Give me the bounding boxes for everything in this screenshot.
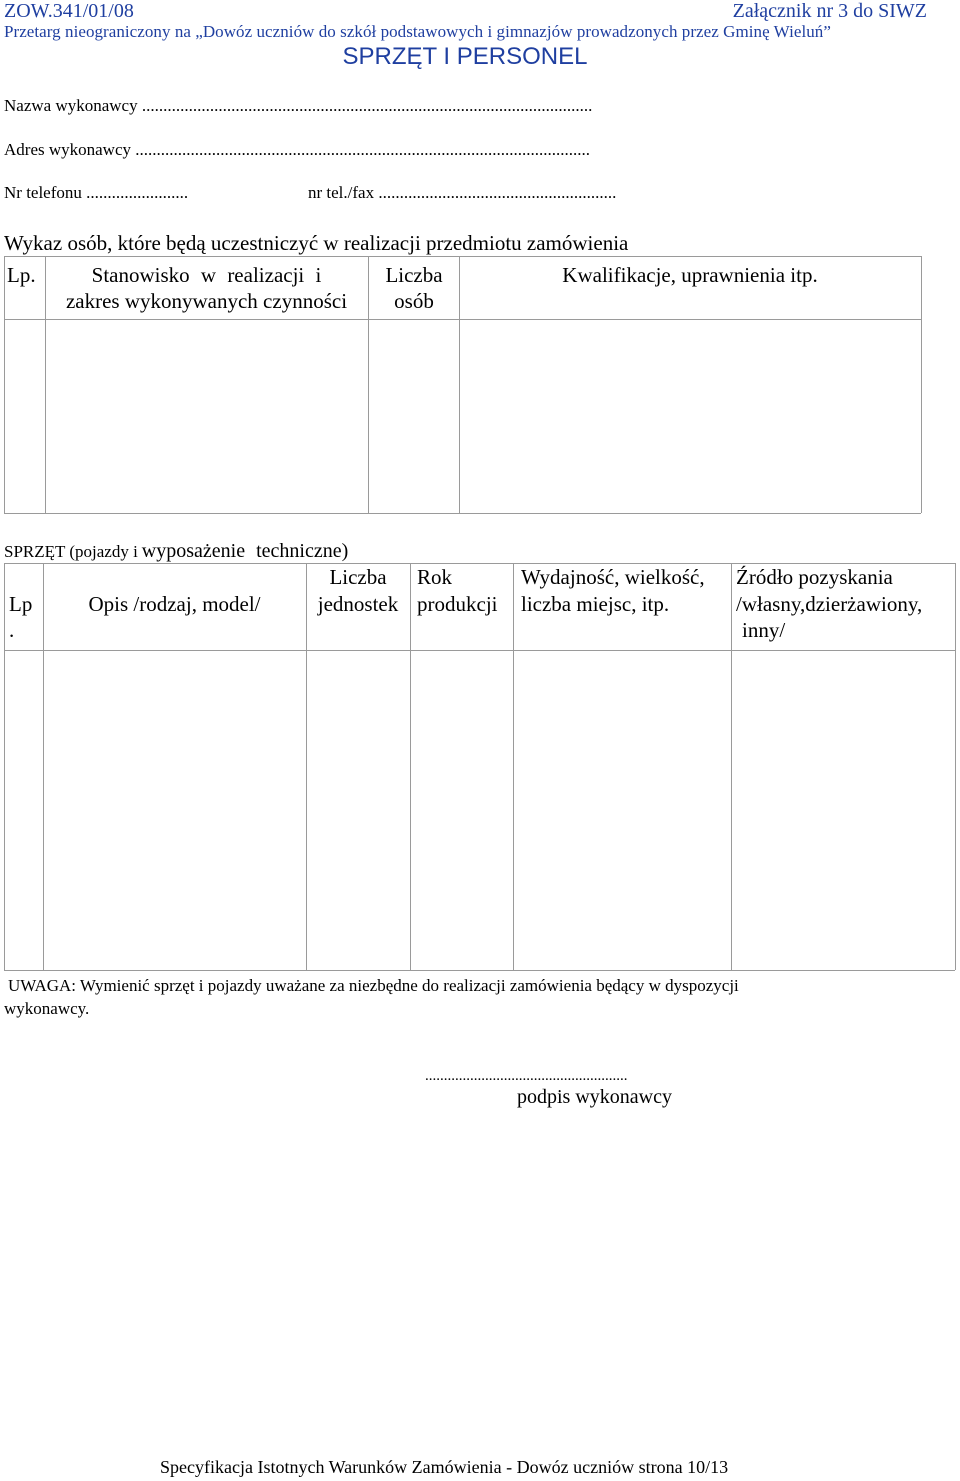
personnel-col-lp: Lp. <box>7 263 36 287</box>
personnel-table-divider <box>45 256 46 513</box>
equipment-table-divider <box>306 563 307 970</box>
equipment-table-divider <box>955 563 956 970</box>
personnel-heading: Wykaz osób, które będą uczestniczyć w realizacji przedmiotu zamówienia <box>4 231 629 255</box>
tender-subject: Przetarg nieograniczony na „Dowóz uczniów do szkół podstawowych i gimnazjów prowadzonych przez Gminę Wieluń” <box>4 22 831 41</box>
equipment-table-divider <box>513 563 514 970</box>
personnel-table-bottom-border <box>4 513 921 514</box>
personnel-table-divider <box>459 256 460 513</box>
equipment-col-units-line1: Liczba <box>329 565 387 589</box>
personnel-col-position-line1: Stanowisko w realizacji i <box>91 263 322 287</box>
personnel-col-count-line1: Liczba <box>385 263 443 287</box>
personnel-table-header-border <box>4 319 921 320</box>
equipment-col-lp-line1: Lp <box>9 592 33 616</box>
contractor-phone-field[interactable]: Nr telefonu ........................ <box>4 183 189 202</box>
equipment-col-source-line1: Źródło pozyskania <box>736 565 893 589</box>
equipment-heading-large: wyposażenie techniczne) <box>141 540 349 562</box>
personnel-col-qualifications: Kwalifikacje, uprawnienia itp. <box>562 263 818 287</box>
equipment-col-description: Opis /rodzaj, model/ <box>88 592 261 616</box>
personnel-col-position-line2: zakres wykonywanych czynności <box>65 289 348 313</box>
contractor-name-field[interactable]: Nazwa wykonawcy .......................................................................................................... <box>4 96 593 115</box>
equipment-col-source-line2: /własny,dzierżawiony, <box>736 592 923 616</box>
equipment-table-divider <box>4 563 5 970</box>
equipment-table-divider <box>731 563 732 970</box>
equipment-col-lp-line2: . <box>9 618 15 642</box>
equipment-heading-small: SPRZĘT (pojazdy i <box>4 542 138 561</box>
equipment-heading <box>4 538 348 566</box>
equipment-col-year-line1: Rok <box>417 565 453 589</box>
equipment-col-capacity-line2: liczba miejsc, itp. <box>521 592 670 616</box>
document-number: ZOW.341/01/08 <box>4 0 134 22</box>
equipment-col-units-line2: jednostek <box>317 592 399 616</box>
contractor-address-field[interactable]: Adres wykonawcy ........................................................................................................... <box>4 140 590 159</box>
personnel-table-divider <box>921 256 922 513</box>
note-line1: UWAGA: Wymienić sprzęt i pojazdy uważane za niezbędne do realizacji zamówienia będący w dyspozycji <box>8 976 739 995</box>
equipment-col-source-line3: inny/ <box>742 618 786 642</box>
page-footer: Specyfikacja Istotnych Warunków Zamówienia - Dowóz uczniów strona 10/13 <box>160 1457 729 1477</box>
personnel-table-top-border <box>4 256 921 257</box>
personnel-col-count-line2: osób <box>394 289 434 313</box>
equipment-col-year-line2: produkcji <box>417 592 498 616</box>
equipment-table-divider <box>410 563 411 970</box>
equipment-table-divider <box>43 563 44 970</box>
equipment-table-bottom-border <box>4 970 955 971</box>
equipment-col-capacity-line1: Wydajność, wielkość, <box>521 565 705 589</box>
contractor-fax-field[interactable]: nr tel./fax ........................................................ <box>308 183 617 202</box>
attachment-label: Załącznik nr 3 do SIWZ <box>732 0 927 22</box>
signature-field[interactable]: ...................................................... <box>425 1068 628 1084</box>
signature-label: podpis wykonawcy <box>517 1086 672 1108</box>
note-line2: wykonawcy. <box>4 999 90 1018</box>
page-title: SPRZĘT I PERSONEL <box>342 43 588 70</box>
personnel-table-divider <box>368 256 369 513</box>
equipment-table-header-border <box>4 650 955 651</box>
personnel-table-divider <box>4 256 5 513</box>
